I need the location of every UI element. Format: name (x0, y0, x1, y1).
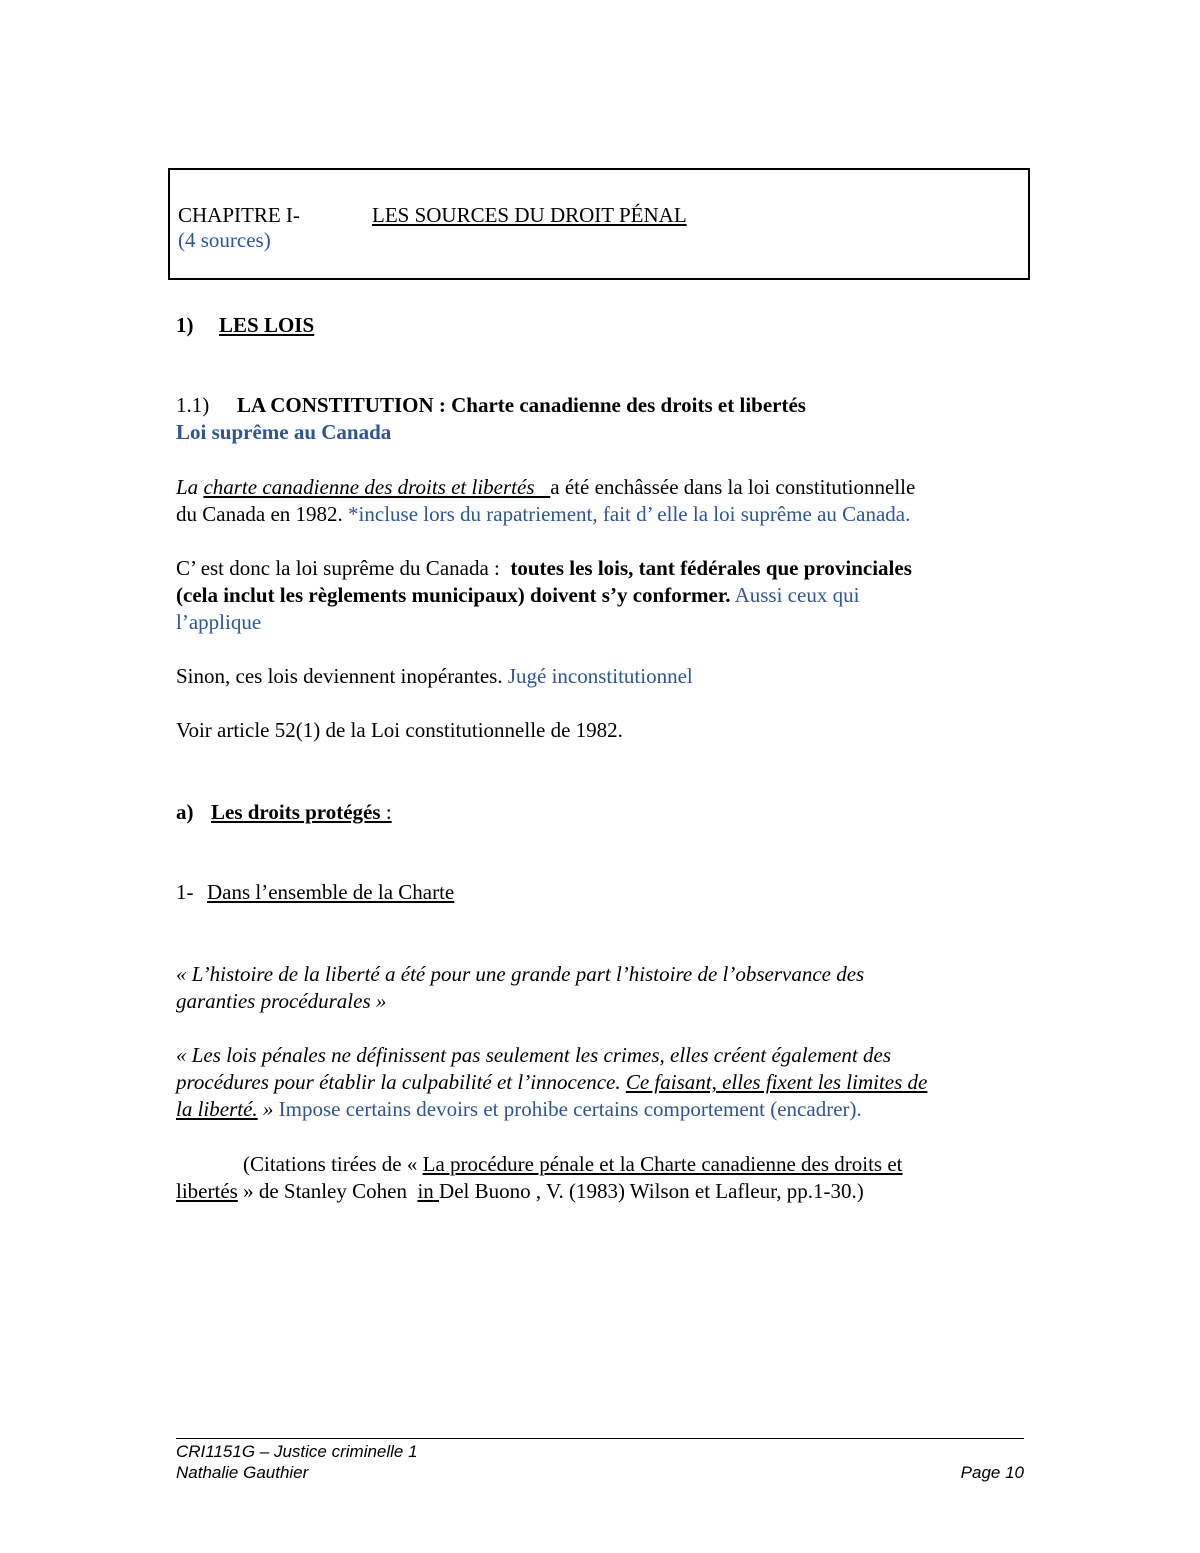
quote-close: » (257, 1097, 274, 1121)
note-applique: l’applique (176, 610, 262, 634)
section-colon: : (380, 800, 392, 824)
quote-text: procédures pour établir la culpabilité et l’innocence. (176, 1070, 621, 1094)
citation-publisher: Del Buono , V. (1983) Wilson et Lafleur, pp.1-30.) (439, 1179, 864, 1203)
section-number: 1) (176, 313, 194, 337)
paragraph-line (176, 474, 1026, 501)
chapter-title: LES SOURCES DU DROIT PÉNAL (372, 203, 687, 227)
footer-course: CRI1151G – Justice criminelle 1 (176, 1442, 418, 1461)
subsection-title: LA CONSTITUTION : Charte canadienne des droits et libertés (237, 393, 806, 417)
text-inoperantes: Sinon, ces lois deviennent inopérantes. (176, 664, 503, 688)
list-text: Dans l’ensemble de la Charte (207, 880, 455, 904)
quote-line (176, 1096, 1026, 1123)
citation-in: in (417, 1179, 434, 1203)
chapter-number: CHAPITRE I- (178, 203, 300, 227)
note-inconstitutionnel: Jugé inconstitutionnel (507, 664, 693, 688)
subsection-heading-constitution (176, 392, 1026, 419)
section-title: LES LOIS (219, 313, 315, 337)
section-title-droits: Les droits protégés (211, 800, 381, 824)
citation-book-title-end: libertés (176, 1179, 238, 1203)
citation-line (176, 1178, 1026, 1205)
note-rapatriement: *incluse lors du rapatriement, fait d’ elle la loi suprême au Canada. (348, 502, 911, 526)
chapter-title-box (168, 168, 1030, 280)
subsection-number: 1.1) (176, 393, 210, 417)
quote-line (176, 1069, 1026, 1096)
chapter-title-line (178, 203, 687, 228)
quote-underlined: Ce faisant, elles fixent les limites de (625, 1070, 928, 1094)
charter-title: charte canadienne des droits et libertés (203, 475, 535, 499)
paragraph-inoperantes (176, 663, 1026, 690)
citation-open: (Citations tirées de « (243, 1152, 418, 1176)
citation-line (176, 1151, 1026, 1178)
quote-underlined-end: la liberté. (176, 1097, 258, 1121)
text-bold-1: toutes les lois, tant fédérales que provinciales (510, 556, 912, 580)
subsection-note: Loi suprême au Canada (176, 420, 392, 444)
quote-histoire (176, 961, 1026, 1015)
text-canada-1982: du Canada en 1982. (176, 502, 343, 526)
list-item-ensemble (176, 879, 1026, 906)
section-heading-droits (176, 799, 1026, 826)
quote-line: « L’histoire de la liberté a été pour une grande part l’histoire de l’observance des (176, 962, 865, 986)
text-la: La (176, 475, 199, 499)
paragraph-charte (176, 474, 1026, 528)
quote-lois-penales (176, 1042, 1026, 1123)
text-enchassee: a été enchâssée dans la loi constitutionnelle (550, 475, 916, 499)
paragraph-article: Voir article 52(1) de la Loi constitutionnelle de 1982. (176, 718, 623, 742)
footer-page-number: Page 10 (960, 1463, 1024, 1482)
text-bold-2: (cela inclut les règlements municipaux) doivent s’y conformer. (176, 583, 731, 607)
chapter-subtitle: (4 sources) (178, 228, 271, 252)
list-number: 1- (176, 880, 194, 904)
citation-source (176, 1151, 1026, 1205)
paragraph-loi-supreme (176, 555, 1026, 636)
paragraph-line (176, 582, 1026, 609)
footer-author: Nathalie Gauthier (176, 1463, 309, 1482)
footer-divider (176, 1438, 1024, 1439)
paragraph-line (176, 501, 1026, 528)
text-intro: C’ est donc la loi suprême du Canada : (176, 556, 500, 580)
quote-line: « Les lois pénales ne définissent pas seulement les crimes, elles créent également des (176, 1043, 892, 1067)
citation-book-title: La procédure pénale et la Charte canadienne des droits et (422, 1152, 903, 1176)
quote-line: garanties procédurales » (176, 989, 387, 1013)
citation-author: » de Stanley Cohen (243, 1179, 407, 1203)
note-aussi: Aussi ceux qui (734, 583, 860, 607)
section-heading-lois (176, 312, 1026, 339)
note-impose: Impose certains devoirs et prohibe certains comportement (encadrer). (278, 1097, 862, 1121)
paragraph-line (176, 555, 1026, 582)
section-letter: a) (176, 800, 194, 824)
